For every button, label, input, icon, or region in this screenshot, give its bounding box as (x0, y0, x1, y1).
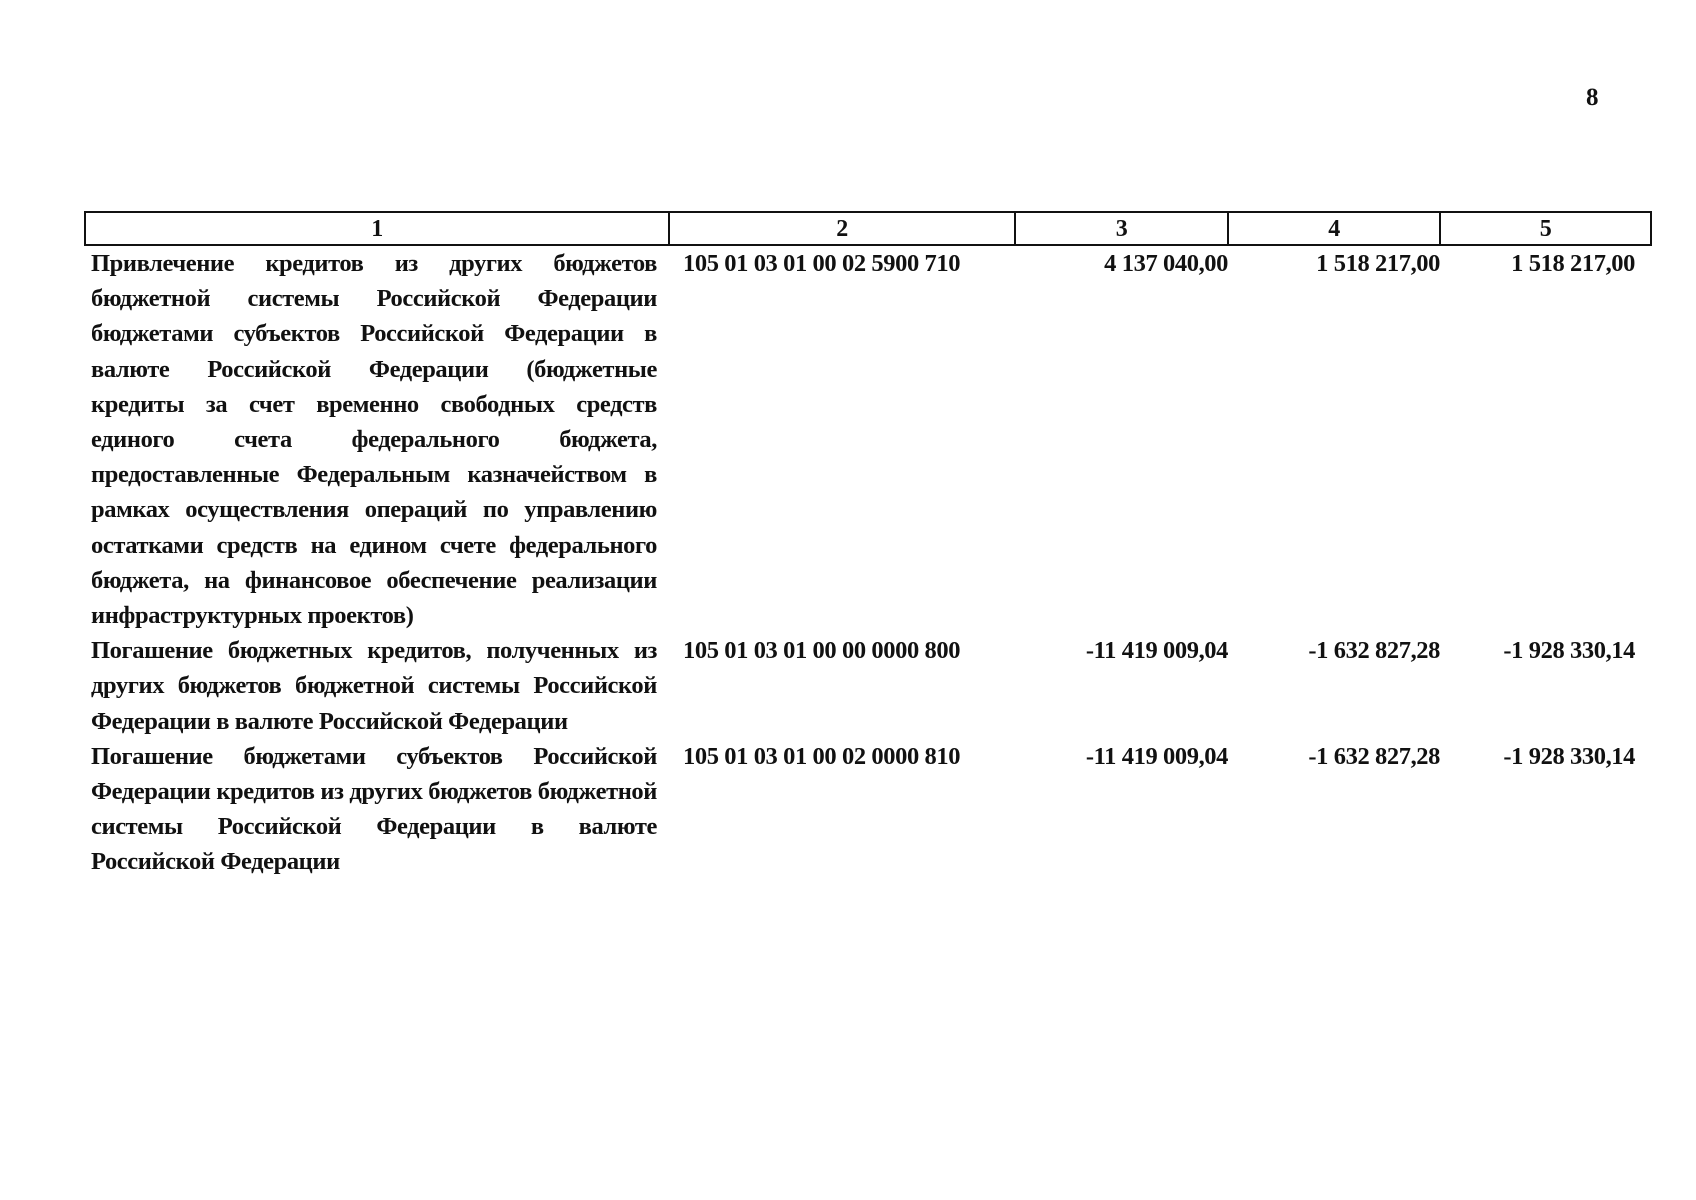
row-value-col3: -11 419 009,04 (1085, 637, 1228, 665)
column-header-1: 1 (85, 212, 669, 245)
column-header-4: 4 (1228, 212, 1440, 245)
row-value-col4: -1 632 827,28 (1308, 637, 1440, 665)
column-header-3: 3 (1015, 212, 1228, 245)
row-value-col4: 1 518 217,00 (1316, 250, 1440, 277)
column-header-5: 5 (1440, 212, 1651, 245)
page-number: 8 (1586, 84, 1599, 111)
row-description: Погашение бюджетных кредитов, полученных из других бюджетов бюджетной системы Российской Федерации в валюте Российской Федерации (91, 637, 657, 735)
row-value-col5: -1 928 330,14 (1503, 637, 1635, 665)
row-value-col3: -11 419 009,04 (1085, 742, 1228, 770)
row-budget-code: 105 01 03 01 00 00 0000 800 (683, 637, 961, 665)
table-header-row (85, 212, 1651, 245)
table-row (85, 245, 1651, 633)
row-budget-code: 105 01 03 01 00 02 0000 810 (683, 742, 961, 770)
row-value-col4: -1 632 827,28 (1308, 742, 1440, 770)
row-budget-code: 105 01 03 01 00 02 5900 710 (683, 250, 961, 277)
row-description: Погашение бюджетами субъектов Российской Федерации кредитов из других бюджетов бюджетной системы Российской Федерации в валюте Российской Федерации (91, 742, 657, 876)
row-value-col5: -1 928 330,14 (1503, 742, 1635, 770)
row-value-col3: 4 137 040,00 (1104, 250, 1228, 277)
column-header-2: 2 (669, 212, 1015, 245)
row-description: Привлечение кредитов из других бюджетов бюджетной системы Российской Федерации бюджетами субъектов Российской Федерации в валюте Российской Федерации (бюджетные кредиты за счет временно свободных средств единого счета федерального бюджета, предоставленные Федеральным казначейством в рамках осуществления операций по управлению остатками средств на едином счете федерального бюджета, на финансовое обеспечение реализации инфраструктурных проектов) (91, 250, 657, 630)
table-row (85, 633, 1651, 739)
row-value-col5: 1 518 217,00 (1511, 250, 1635, 277)
table-row (85, 739, 1651, 880)
budget-table (84, 211, 1652, 880)
